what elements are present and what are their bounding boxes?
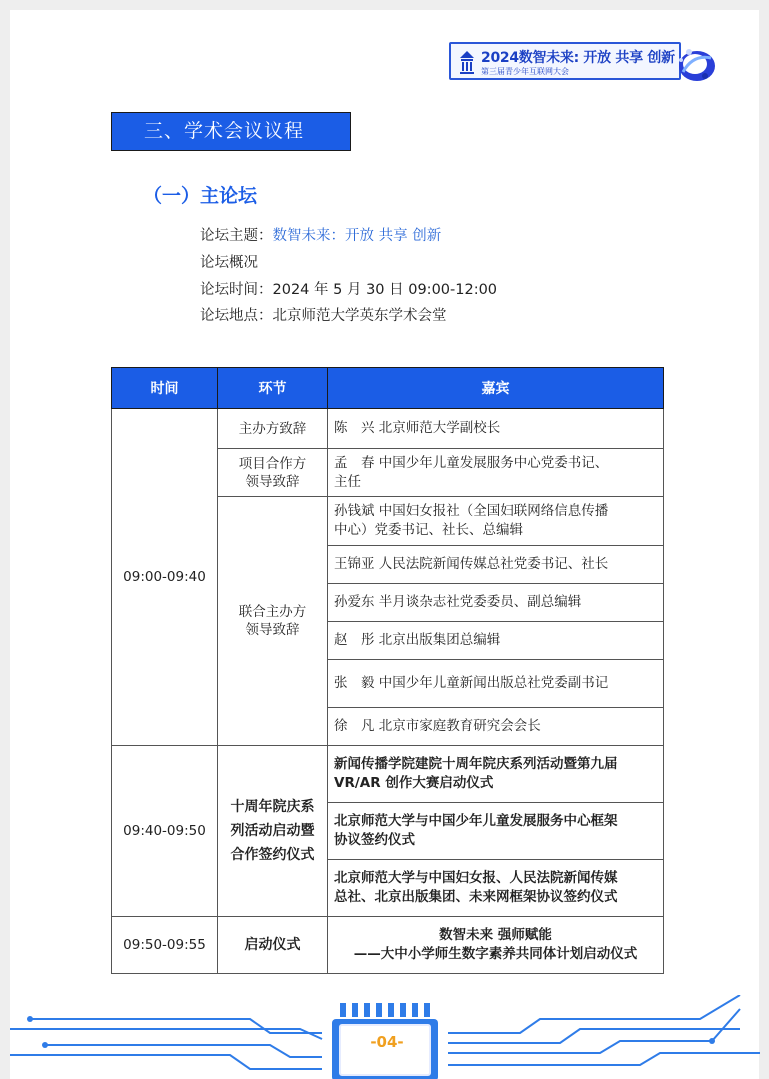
banner-title: 2024数智未来: 开放 共享 创新 xyxy=(481,50,675,66)
segment-line: 联合主办方 xyxy=(238,604,307,620)
segment-line: 合作签约仪式 xyxy=(230,847,315,863)
forum-time xyxy=(200,278,497,299)
guest-cell: 徐 凡 北京市家庭教育研究会会长 xyxy=(328,708,664,746)
segment-cell: 主办方致辞 xyxy=(218,409,328,449)
guest-cell xyxy=(328,449,664,497)
time-cell: 09:50-09:55 xyxy=(112,917,218,974)
place-label: 论坛地点： xyxy=(200,308,273,324)
guest-cell xyxy=(328,803,664,860)
guest-cell: 孙爱东 半月谈杂志社党委委员、副总编辑 xyxy=(328,584,664,622)
segment-line: 领导致辞 xyxy=(245,473,300,490)
event-line: ——大中小学师生数字素养共同体计划启动仪式 xyxy=(353,946,638,962)
guest-line: 中心）党委书记、社长、总编辑 xyxy=(334,522,523,538)
guest-line: 主任 xyxy=(334,473,361,490)
time-cell: 09:40-09:50 xyxy=(112,746,218,917)
event-line: 总社、北京出版集团、未来网框架协议签约仪式 xyxy=(334,889,618,905)
guest-cell xyxy=(328,917,664,974)
guest-cell xyxy=(328,860,664,917)
table-row xyxy=(112,917,664,974)
table-header-row xyxy=(112,368,664,409)
segment-line: 项目合作方 xyxy=(238,455,307,472)
section-title: 三、学术会议议程 xyxy=(111,112,351,151)
table-row xyxy=(112,746,664,803)
segment-cell xyxy=(218,449,328,497)
guest-cell xyxy=(328,497,664,546)
guest-cell: 张 毅 中国少年儿童新闻出版总社党委副书记 xyxy=(328,660,664,708)
guest-cell: 陈 兴 北京师范大学副校长 xyxy=(328,409,664,449)
guest-cell xyxy=(328,746,664,803)
page-number: -04- xyxy=(370,1033,404,1051)
page-top-band xyxy=(10,0,759,10)
banner-box xyxy=(449,42,681,80)
guest-line: 孙钱斌 中国妇女报社（全国妇联网络信息传播 xyxy=(334,503,609,519)
segment-cell xyxy=(218,497,328,746)
guest-cell: 赵 彤 北京出版集团总编辑 xyxy=(328,622,664,660)
agenda-table xyxy=(111,367,664,974)
table-row xyxy=(112,409,664,449)
guest-line: 孟 春 中国少年儿童发展服务中心党委书记、 xyxy=(334,454,609,471)
place-value: 北京师范大学英东学术会堂 xyxy=(272,308,447,324)
banner-subtitle: 第三届青少年互联网大会 xyxy=(481,67,569,76)
time-label: 论坛时间： xyxy=(200,282,273,298)
building-logo-icon xyxy=(458,50,476,76)
time-value: 2024 年 5 月 30 日 09:00-12:00 xyxy=(272,282,498,298)
header-time: 时间 xyxy=(112,368,218,409)
header-segment: 环节 xyxy=(218,368,328,409)
forum-theme xyxy=(200,224,441,245)
event-line: 数智未来 强师赋能 xyxy=(439,927,552,943)
forum-place xyxy=(200,304,447,325)
event-line: 新闻传播学院建院十周年院庆系列活动暨第九届 xyxy=(334,756,618,772)
guest-cell: 王锦亚 人民法院新闻传媒总社党委书记、社长 xyxy=(328,546,664,584)
event-line: VR/AR 创作大赛启动仪式 xyxy=(334,775,494,791)
theme-value: 数智未来：开放 共享 创新 xyxy=(272,228,442,244)
segment-line: 十周年院庆系 xyxy=(230,799,315,815)
event-line: 协议签约仪式 xyxy=(334,832,415,848)
theme-label: 论坛主题： xyxy=(200,228,273,244)
subsection-title: （一）主论坛 xyxy=(143,185,258,207)
event-line: 北京师范大学与中国妇女报、人民法院新闻传媒 xyxy=(334,870,618,886)
segment-cell: 启动仪式 xyxy=(218,917,328,974)
segment-line: 领导致辞 xyxy=(245,622,300,638)
time-cell: 09:00-09:40 xyxy=(112,409,218,746)
tech-swirl-icon xyxy=(671,42,719,86)
segment-line: 列活动启动暨 xyxy=(230,823,315,839)
event-line: 北京师范大学与中国少年儿童发展服务中心框架 xyxy=(334,813,618,829)
forum-overview: 论坛概况 xyxy=(200,255,258,271)
conference-banner xyxy=(449,42,689,80)
segment-cell xyxy=(218,746,328,917)
header-guest: 嘉宾 xyxy=(328,368,664,409)
